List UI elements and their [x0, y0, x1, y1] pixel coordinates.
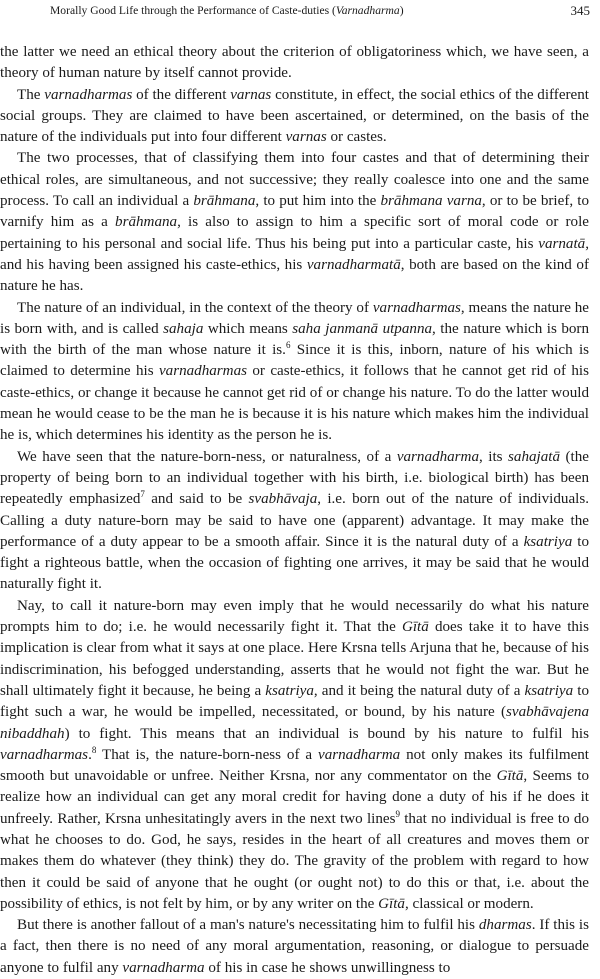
text-run: and said to be [144, 491, 249, 508]
text-run: The two processes, that of classifying them into four castes and that of determining their ethical roles, are simultaneous, and not successive; they really coalesce into one and the same process. To call an individual a [0, 150, 589, 210]
text-run: We have seen that the nature-born-ness, or naturalness, of a [17, 448, 397, 465]
text-run: Since it is this, inborn, nature of his which is claimed to determine his [0, 342, 590, 380]
italic-term: Gītā [401, 619, 429, 636]
text-run: , both are based on the kind of nature he has. [0, 256, 589, 295]
running-title [50, 2, 404, 20]
italic-term: ksatriya [523, 533, 573, 550]
footnote-marker: 8 [91, 744, 97, 755]
text-run: , classical or modern. [404, 895, 534, 912]
italic-term: brāhmana varna [380, 193, 482, 210]
paragraph [0, 85, 589, 149]
italic-term: varnadharmas [372, 299, 461, 316]
italic-term: svabhāvaja [248, 491, 318, 508]
text-run: constitute, in effect, the social ethics of the different social groups. They are claimed to have been ascertained, or determined, on the basis of the nature of the individuals put into four different [0, 86, 589, 146]
italic-term: sahaja [163, 320, 204, 337]
italic-term: sahajatā [508, 448, 561, 465]
footnote-marker: 6 [285, 340, 291, 351]
text-run: , Seems to realize how an individual can get any moral credit for having done a duty of his if he does it unfreely. Rather, Krsna unhesitatingly avers in the next two lines [0, 768, 589, 827]
text-run: , the nature which is born with the birth of the man whose nature it is. [0, 320, 589, 359]
text-run: or castes. [326, 129, 387, 146]
italic-term: varnas [230, 86, 272, 103]
italic-term: varnas [285, 129, 327, 146]
italic-term: varnatā [538, 235, 586, 252]
page-number: 345 [570, 3, 590, 18]
text-run: . If this is a fact, then there is no need of any moral argumentation, reasoning, or dialogue to persuade anyone to fulfil any [0, 917, 589, 976]
paragraph [0, 148, 589, 297]
text-run: But there is another fallout of a man's nature's necessitating him to fulfil his [17, 917, 479, 934]
text-run: , or to be brief, to varnify him as a [0, 193, 590, 231]
italic-term: varnadharma [318, 746, 401, 763]
italic-term: varnadharma [122, 959, 205, 976]
paragraph [0, 915, 589, 979]
italic-term: varnadharmatā [306, 256, 401, 273]
text-run: (the property of being born to an individual together with his birth, i.e. biological birth) has been repeatedly emphasized [0, 448, 589, 508]
text-run: That is, the nature-born-ness of a [96, 746, 319, 763]
italic-term: Gītā [378, 895, 405, 912]
running-title-close: ) [399, 4, 404, 17]
text-run: to fight a righteous battle, when the occasion of fighting one arrives, it may be said that he would naturally fight it. [0, 533, 589, 593]
text-run: , i.e. born out of the nature of individuals. Calling a duty nature-born may be said to have one (apparent) advantage. It may make the performance of a duty appear to be a smooth affair. Since it is the natural duty of a [0, 491, 589, 550]
italic-term: saha janmanā utpanna [292, 320, 433, 337]
italic-term: brāhmana [115, 214, 178, 231]
text-run: or caste-ethics, it follows that he cannot get rid of his caste-ethics, or change it because he cannot get rid of or change his nature. To do the latter would mean he would cease to be the man he is because it is his nature which makes him the individual he is, which determines his identity as the person he is. [0, 363, 589, 444]
italic-term: varnadharmas [44, 86, 133, 103]
text-run: that no individual is free to do what he chooses to do. God, he says, resides in the heart of all creatures and moves them or makes them do whatever (they think) they do. The gravity of the problem with regard to how then it could be said of anyone that he ought (or ought not) to do this or that, i.e. about the possibility of ethics, is not felt by him, or by any writer on the [0, 810, 590, 912]
footnote-marker: 7 [140, 489, 145, 500]
text-run: does take it to have this implication is clear from what it says at one place. Here Krsna tells Arjuna that he, because of his indiscrimination, his befogged understanding, asserts that he would not fight the war. But he shall ultimately fight it because, he being a [0, 619, 590, 699]
italic-term: svabhāvajena nibaddhah [0, 704, 589, 742]
paragraph [0, 447, 589, 596]
body-text [0, 42, 589, 979]
text-run: to fight such a war, he would be impelled, necessitated, or bound, by his nature ( [0, 682, 590, 721]
text-run: not only makes its fulfilment smooth but unavoidable or unfree. Neither Krsna, nor any commentator on the [0, 746, 590, 785]
italic-term: ksatriya [524, 682, 574, 699]
footnote-marker: 9 [395, 808, 400, 819]
text-run: of his in case he shows unwillingness to [204, 959, 451, 976]
text-run: The nature of an individual, in the context of the theory of [17, 299, 373, 316]
paragraph [0, 42, 589, 85]
text-run: the latter we need an ethical theory about the criterion of obligatoriness which, we have seen, a theory of human nature by itself cannot provide. [0, 44, 589, 82]
italic-term: dharmas [478, 917, 532, 934]
italic-term: varnadharma [396, 448, 479, 465]
text-run: of the different [132, 86, 231, 103]
text-run: The [17, 86, 45, 103]
running-title-text: Morally Good Life through the Performance of Caste-duties ( [50, 4, 336, 17]
italic-term: Gītā [496, 768, 524, 785]
italic-term: ksatriya [265, 682, 314, 699]
text-run: . [88, 746, 92, 763]
text-run: ) to fight. This means that an individual is bound by his nature to fulfil his [64, 725, 589, 742]
text-run: , its [479, 448, 509, 465]
text-run: Nay, to call it nature-born may even imply that he would necessarily do what his nature prompts him to do; i.e. he would necessarily fight it. That the [0, 597, 589, 636]
paragraph [0, 596, 589, 915]
text-run: , means the nature he is born with, and is called [0, 299, 590, 337]
italic-term: varnadharmas [158, 363, 248, 380]
italic-term: varnadharmas [0, 746, 89, 763]
running-head [40, 2, 590, 20]
paragraph [0, 298, 589, 447]
running-title-italic: Varnadharma [335, 4, 400, 17]
text-run: , and his having been assigned his caste-ethics, his [0, 235, 589, 273]
text-run: , to put him into the [255, 193, 381, 210]
text-run: , and it being the natural duty of a [313, 682, 525, 699]
text-run: , is also to assign to him a specific sort of moral code or role pertaining to his personal and social life. Thus his being put into a particular caste, his [0, 214, 589, 252]
italic-term: brāhmana [193, 193, 256, 210]
text-run: which means [203, 320, 293, 337]
